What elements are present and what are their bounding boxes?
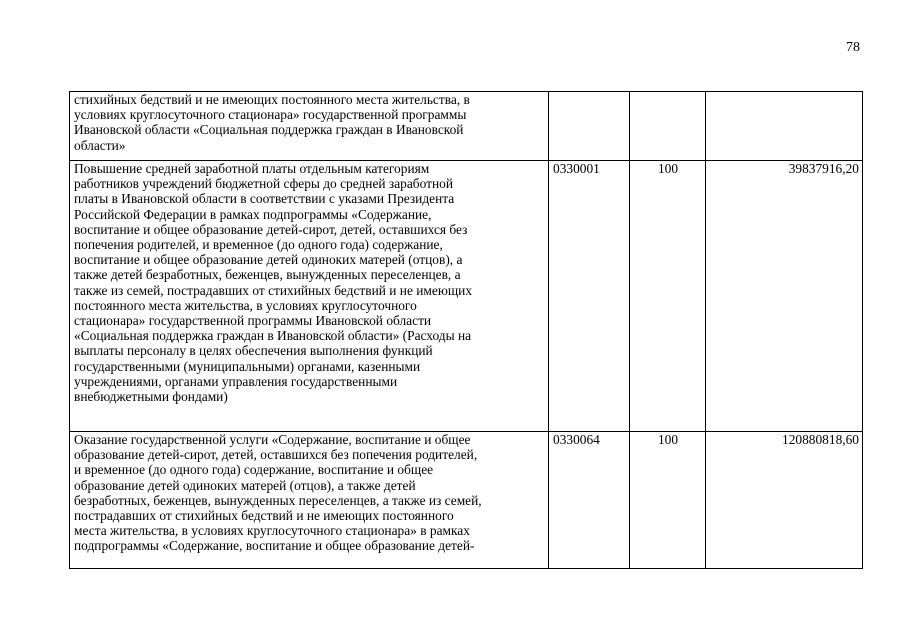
row-description	[70, 161, 549, 432]
line: пострадавших от стихийных бедствий и не имеющих постоянного	[74, 508, 454, 524]
line: стихийных бедствий и не имеющих постоянного места жительства, в	[74, 92, 470, 107]
line: Оказание государственной услуги «Содержание, воспитание и общее	[74, 432, 471, 447]
line: стационара» государственной программы Ивановской области	[74, 313, 432, 329]
budget-table	[69, 91, 863, 569]
line: области»	[74, 137, 126, 153]
line: образование детей одиноких матерей (отцов), а также детей	[74, 477, 416, 493]
line: также из семей, пострадавших от стихийных бедствий и не имеющих	[74, 282, 473, 298]
line: «Социальная поддержка граждан в Ивановской области» (Расходы на	[74, 328, 472, 344]
expense-type-code: 100	[630, 432, 706, 569]
line: выплаты персоналу в целях обеспечения выполнения функций	[74, 343, 433, 359]
line: работников учреждений бюджетной сферы до средней заработной	[74, 176, 454, 192]
line: платы в Ивановской области в соответствии с указами Президента	[74, 191, 455, 207]
line: постоянного места жительства, в условиях круглосуточного	[74, 297, 417, 313]
line: государственными (муниципальными) органами, казенными	[74, 358, 421, 374]
line: попечения родителей, и временное (до одного года) содержание,	[74, 237, 443, 253]
row-description	[70, 92, 549, 161]
line: Повышение средней заработной платы отдельным категориям	[74, 161, 430, 176]
line: образование детей-сирот, детей, оставшихся без попечения родителей,	[74, 447, 478, 463]
expense-type-code: 100	[630, 161, 706, 432]
line: воспитание и общее образование детей одиноких матерей (отцов), а	[74, 252, 463, 268]
row-description	[70, 432, 549, 569]
table-row	[70, 161, 863, 432]
line: внебюджетными фондами)	[74, 389, 228, 405]
target-code: 0330001	[549, 161, 630, 432]
amount: 120880818,60	[706, 432, 863, 569]
line: также детей безработных, беженцев, вынужденных переселенцев, а	[74, 267, 461, 283]
amount	[706, 92, 863, 161]
line: безработных, беженцев, вынужденных переселенцев, а также из семей,	[74, 492, 482, 508]
line: Ивановской области «Социальная поддержка граждан в Ивановской	[74, 122, 464, 138]
line: подпрограммы «Содержание, воспитание и общее образование детей-	[74, 538, 475, 554]
line: условиях круглосуточного стационара» государственной программы	[74, 107, 467, 123]
target-code	[549, 92, 630, 161]
line: воспитание и общее образование детей-сирот, детей, оставшихся без	[74, 221, 468, 237]
page-number: 78	[846, 40, 860, 55]
target-code: 0330064	[549, 432, 630, 569]
expense-type-code	[630, 92, 706, 161]
line: Российской Федерации в рамках подпрограммы «Содержание,	[74, 206, 432, 222]
table-row	[70, 432, 863, 569]
line: и временное (до одного года) содержание, воспитание и общее	[74, 462, 434, 478]
amount: 39837916,20	[706, 161, 863, 432]
table-row	[70, 92, 863, 161]
line: учреждениями, органами управления государственными	[74, 373, 398, 389]
line: места жительства, в условиях круглосуточного стационара» в рамках	[74, 523, 470, 539]
